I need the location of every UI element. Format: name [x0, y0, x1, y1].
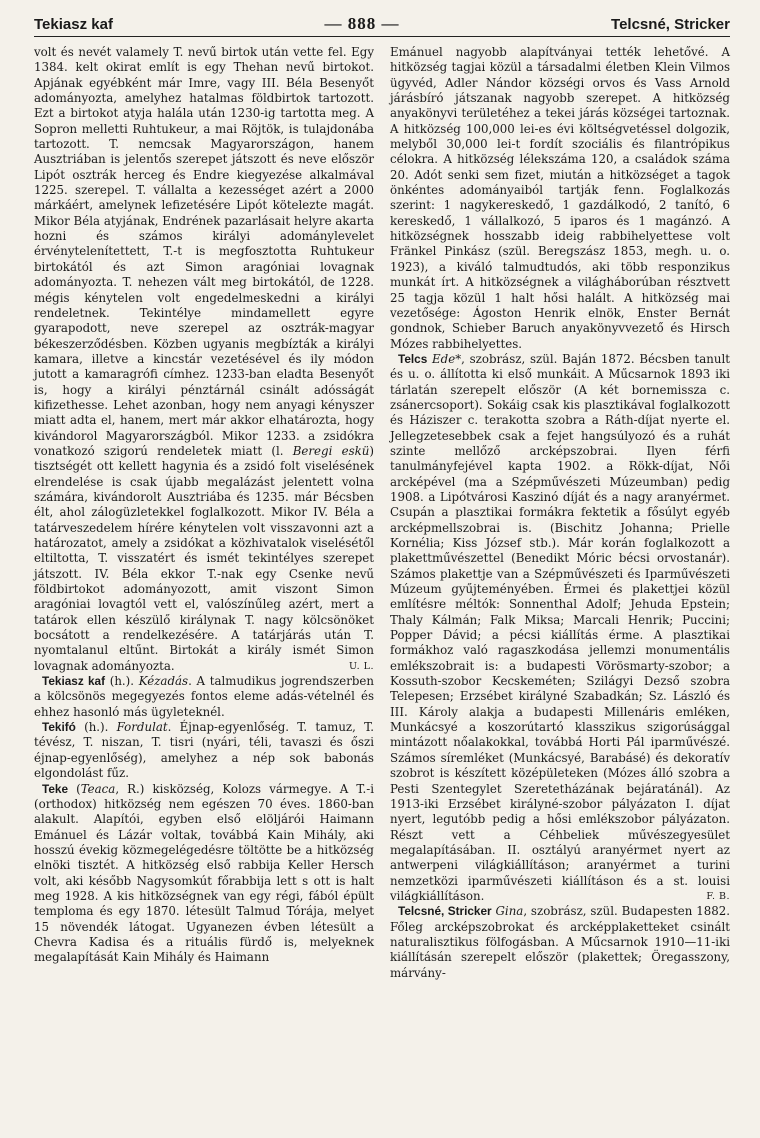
entry-tekiasz-kaf: Tekiasz kaf (h.). Kézadás. A talmudikus jogrendszerben a kölcsönös megegyezés fontos eleme adás-vételnél és ehhez hasonló más ügyleteknél.	[34, 674, 374, 719]
entry-headword: Tekiasz kaf	[42, 674, 106, 689]
entry-teke: Teke (Teaca, R.) kisközség, Kolozs vármegye. A T.-i (orthodox) hitközség nem egészen 70 éves. 1860-ban alakult. Alapítói, egyben első elöljárói Haimann Emánuel és Lázár voltak, továbbá Kain Mihály, aki hosszú évekig közmegelégedésre töltötte be a hitközség elnöki tisztét. A hitközség első rabbija Keller Hersch volt, aki később Nagysomkút főrabbija lett s ott is halt meg 1928. A kis hitközségnek van egy régi, fából épült temploma és egy 1870. létesült Talmud Tórája, melyet 15 növendék látogat. Ugyanezen évben létesült a Chevra Kadisa és a rituális fürdő is, melyeknek megalapítását Kain Mihály és Haimann	[34, 781, 374, 965]
entry-telcsne-stricker: Telcsné, Stricker Gina, szobrász, szül. Budapesten 1882. Főleg arcképszobrokat és arcképplaketteket csinált naturalisztikus fölfogásban. A Műcsarnok 1910—11-iki kiállításán szerepelt először (plakettek; Öregasszony, márvány-	[390, 904, 730, 980]
page-number: — 888 —	[324, 14, 400, 33]
entry-headword: Tekifó	[42, 720, 76, 735]
left-column	[34, 45, 374, 981]
author-signature: U. L.	[348, 660, 374, 672]
header-left-guideword: Tekiasz kaf	[34, 16, 113, 33]
entry-telcs-ede: Telcs Ede*, szobrász, szül. Baján 1872. Bécsben tanult és u. o. állította ki első munkáit. A Műcsarnok 1893 iki tárlatán szerepelt először (A két bornemissza c. zsánercsoport). Sokáig csak kis plasztikával foglalkozott és Háziszer c. terakotta szobra a Ráth-díjat nyerte el. Jellegzetesebbek csak a fejet hangsúlyozó és a ruhát szinte mellőző arcképszobrai. Ilyen férfi tanulmányfejével kapta 1902. a Rökk-díjat, Női arcképével (ma a Szépművészeti Múzeumban) pedig 1908. a Lipótvárosi Kaszinó díját és a nagy aranyérmet. Csupán a plasztikai formákra fektetik a fősúlyt egyéb arcképmellszobrai is. (Bischitz Johanna; Prielle Kornélia; Kiss József stb.). Már korán foglalkozott a plakettművészettel (Benedikt Móric bécsi orvostanár). Számos plakettje van a Szépművészeti és Iparművészeti Múzeum gyűjteményében. Érmei és plakettjei közül említésre méltók: Sonnenthal Adolf; Jehuda Epstein; Thaly Kálmán; Falk Miksa; Marcali Henrik; Puccini; Popper Dávid; a pécsi kiállítás érme. A plasztikai formákhoz való ragaszkodása jellemzi monumentális emlékszobrait is: a budapesti Vörösmarty-szobor; a Kossuth-szobor Kecskeméten; Szilágyi Dezső szobra Telepesen; Erzsébet királyné Szabadkán; Sz. László és III. Károly alakja a budapesti Millenáris emléken, Munkácsyé a koszorútartó klasszikus szigorúsággal mintázott nőalakokkal, továbbá Horti Pál iparművészé. Számos síremléket (Munkácsyé, Barabásé) és dekoratív szobrot is készített középületeken (Mózes álló szobra a Pesti Szentegylet Szeretetházának bejáratánál). Az 1913-iki Erzsébet királyné-szobor pályázaton I. díjat nyert, legutóbb pedig a hősi emlékszobor pályázaton. Részt vett a Céhbeliek művészegyesület megalapításában. II. osztályú aranyérmet nyert az antwerpeni világkiállításon; aranyérmet a turini nemzetközi iparművészeti kiállításon és a st. louisi világkiállításon. F. B.	[390, 351, 731, 903]
entry-headword: Teke	[42, 781, 69, 796]
entry-headword: Telcs	[398, 351, 428, 366]
entry-continuation: volt és nevét valamely T. nevű birtok után vette fel. Egy 1384. kelt okirat említ is egy Thehan nevű birtokot. Apjának egyébként már Imre, vagy III. Béla Besenyőt adományozta, amelyhez hatalmas földbirtok tartozott. Ezt a birtokot atyja halála után 1230-ig tartotta meg. A Sopron melletti Ruhtukeur, a mai Röjtök, is tulajdonába tartozott. T. nemcsak Magyarországon, hanem Ausztriában is jelentős szerepet játszott és neve először Lipót osztrák herceg és Endre kiegyezése alkalmával 1225. szerepel. T. vállalta a kezességet azért a 2000 márkáért, amelynek lefizetésére Lipót kötelezte magát. Mikor Béla atyjának, Endrének pazarlásait helyre akarta hozni és számos királyi adománylevelet érvénytelenítettett, T.-t is megfosztotta Ruhtukeur birtokától és azt Simon aragóniai lovagnak adományozta. T. nehezen vált meg birtokától, de 1228. mégis kénytelen volt engedelmeskedni a királyi rendeletnek. Tekintélye mindamellett egyre gyarapodott, neve szerepel az osztrák-magyar békeszerződésben. Közben ugyanis megbízták a királyi kamara, illetve a kincstár vezetésével és ily módon jutott a kamaragrófi címhez. 1233-ban eladta Besenyőt is, hogy a királyi pénztárnál csinált adósságát kifizethesse. Lehet azonban, hogy nem anyagi kényszer miatt adta el, hanem, mert már akkor elhatározta, hogy kivándorol Magyarországból. Mikor 1233. a zsidókra vonatkozó szigorú rendeletek miatt (l. Beregi eskü) tisztségét ott kellett hagynia és a zsidó folt viselésének elrendelése is csak újabb megalázást jelentett volna számára, kivándorolt Ausztriába és 1235. már Bécsben élt, ahol zálogüzletekkel foglalkozott. Mikor IV. Béla a tatárveszedelem hírére kénytelen volt visszavonni azt a határozatot, amely a zsidókat a közhivatalok viselésétől eltiltotta, T. visszatért és ismét tekintélyes szerepet játszott. IV. Béla ekkor T.-nak egy Csenke nevű földbirtokot adományozott, amit viszont Simon aragóniai lovagtól vett el, valószínűleg azért, mert a tatárok ellen készülő királynak T. nagy kölcsönöket bocsátott a rendelkezésére. A tatárjárás után T. nyomtalanul eltűnt. Birtokát a király ismét Simon lovagnak adományozta. U. L.	[34, 45, 374, 673]
author-signature: F. B.	[706, 890, 730, 902]
running-header	[34, 14, 730, 37]
entry-continuation: Emánuel nagyobb alapítványai tették lehetővé. A hitközség tagjai közül a társadalmi életben Klein Vilmos ügyvéd, Adler Nándor községi orvos és Vass Arnold járásbíró játszanak nagyobb szerepet. A hitközség anyakönyvi területéhez a tekei járás községei tartoznak. A hitközség 100,000 lei-es évi költségvetéssel dolgozik, melyből 30,000 lei-t fordít szociális és filantrópikus célokra. A hitközség lélekszáma 120, a családok száma 20. Adót senki sem fizet, miután a hitközséget a tagok önkéntes adományaiból tartják fenn. Foglalkozás szerint: 1 nagykereskedő, 1 gazdálkodó, 2 tanító, 6 kereskedő, 1 vállalkozó, 5 iparos és 1 magánzó. A hitközségnek hosszabb ideig rabbihelyettese volt Fränkel Pinkász (szül. Beregszász 1853, megh. u. o. 1923), a kiváló talmudtudós, aki több responzikus munkát írt. A hitközségnek a világháborúban résztvett 25 tagja közül 1 halt hősi halált. A hitközség mai vezetősége: Ágoston Henrik elnök, Enster Bernát gondnok, Schieber Baruch anyakönyvvezető és Hirsch Mózes rabbihelyettes.	[390, 45, 730, 351]
text-columns	[34, 45, 730, 981]
header-right-guideword: Telcsné, Stricker	[611, 16, 730, 33]
entry-tekifo: Tekifó (h.). Fordulat. Éjnap-egyenlőség. T. tamuz, T. tévész, T. niszan, T. tisri (nyári, téli, tavaszi és őszi éjnap-egyenlőség), amelyhez a nép sok babonás elgondolást fűz.	[34, 720, 374, 781]
entry-headword: Telcsné, Stricker	[398, 904, 492, 919]
right-column	[390, 45, 730, 981]
